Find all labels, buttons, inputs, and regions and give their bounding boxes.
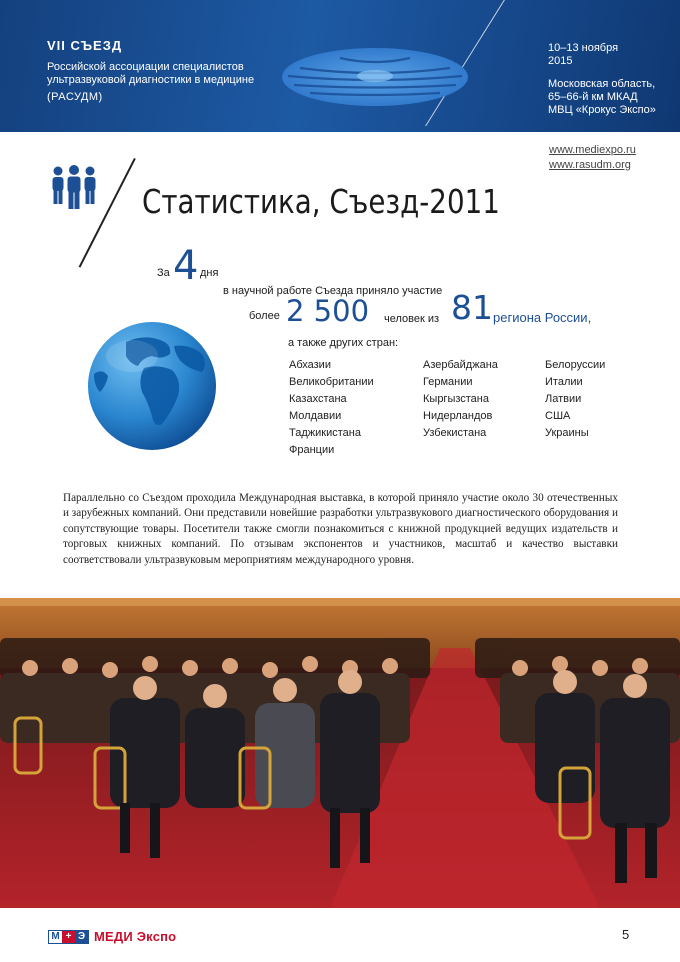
- country-item: Германии: [423, 376, 473, 388]
- org-line-1: Российской ассоциации специалистов: [47, 61, 244, 73]
- country-item: Кыргызстана: [423, 393, 489, 405]
- audience-photo: [0, 598, 680, 908]
- more-than-label: более: [249, 310, 280, 322]
- header-banner: [0, 0, 680, 132]
- event-location-line-1: Московская область,: [548, 78, 656, 90]
- participation-text: в научной работе Съезда приняло участие: [223, 285, 443, 297]
- days-prefix: За: [157, 267, 170, 279]
- organization-name: [47, 61, 257, 87]
- rasudm-link[interactable]: www.rasudm.org: [549, 159, 631, 171]
- country-item: Италии: [545, 376, 583, 388]
- event-venue: МВЦ «Крокус Экспо»: [548, 104, 656, 116]
- medi-expo-mark-icon: [48, 930, 89, 944]
- page-number: 5: [622, 927, 630, 942]
- country-item: Нидерландов: [423, 410, 493, 422]
- congress-logo-icon: [280, 46, 470, 108]
- country-item: Великобритании: [289, 376, 374, 388]
- event-date-line-1: 10–13 ноября: [548, 42, 619, 54]
- org-line-2: ультразвуковой диагностики в медицине: [47, 74, 255, 86]
- country-item: Украины: [545, 427, 589, 439]
- event-location-line-2: 65–66-й км МКАД: [548, 91, 638, 103]
- country-item: Азербайджана: [423, 359, 498, 371]
- days-number: 4: [173, 243, 199, 289]
- people-group-icon: [50, 165, 98, 213]
- logo-letter-m: М: [49, 931, 62, 943]
- event-details: [548, 42, 656, 117]
- countries-column-1: [289, 357, 419, 459]
- page-title: Статистика, Съезд-2011: [142, 182, 500, 221]
- country-item: Таджикистана: [289, 427, 361, 439]
- country-item: Казахстана: [289, 393, 347, 405]
- countries-column-3: [545, 357, 675, 442]
- medi-expo-logo: [48, 929, 176, 944]
- organization-abbreviation: (РАСУДМ): [47, 91, 103, 103]
- exhibition-description: Параллельно со Съездом проходила Международная выставка, в которой приняло участие около 30 отечественных и зарубежных компаний. Они представили новейшие разработки ультразвукового диагностического оборудования и сопутствующие товары. Посетители также смогли познакомиться с книжной продукцией ведущих издательств и торговых книжных компаний. По отзывам экспонентов и участников, масштаб и качество выставки соответствовали ультразвуковым мероприятиям международного уровня.: [63, 492, 618, 566]
- days-suffix: дня: [200, 267, 219, 279]
- website-links: [549, 143, 636, 173]
- country-item: Франции: [289, 444, 335, 456]
- participants-number: 2 500: [286, 294, 370, 328]
- regions-number: 81: [451, 288, 493, 327]
- brand-name: МЕДИ Экспо: [94, 929, 177, 944]
- congress-title: VII СЪЕЗД: [47, 38, 123, 53]
- audience-photo-illustration: [0, 598, 680, 908]
- logo-plus: +: [62, 931, 75, 943]
- country-item: США: [545, 410, 571, 422]
- globe-icon: [86, 320, 218, 452]
- event-date-line-2: 2015: [548, 55, 573, 67]
- regions-suffix: региона России,: [493, 310, 592, 325]
- logo-letter-e: Э: [75, 931, 88, 943]
- congress-info: [47, 38, 257, 103]
- participants-suffix: человек из: [384, 313, 440, 325]
- country-item: Белоруссии: [545, 359, 606, 371]
- countries-column-2: [423, 357, 553, 442]
- country-item: Латвии: [545, 393, 582, 405]
- country-item: Узбекистана: [423, 427, 487, 439]
- mediexpo-link[interactable]: www.mediexpo.ru: [549, 144, 636, 156]
- country-item: Молдавии: [289, 410, 342, 422]
- other-countries-label: а также других стран:: [288, 337, 399, 349]
- country-item: Абхазии: [289, 359, 331, 371]
